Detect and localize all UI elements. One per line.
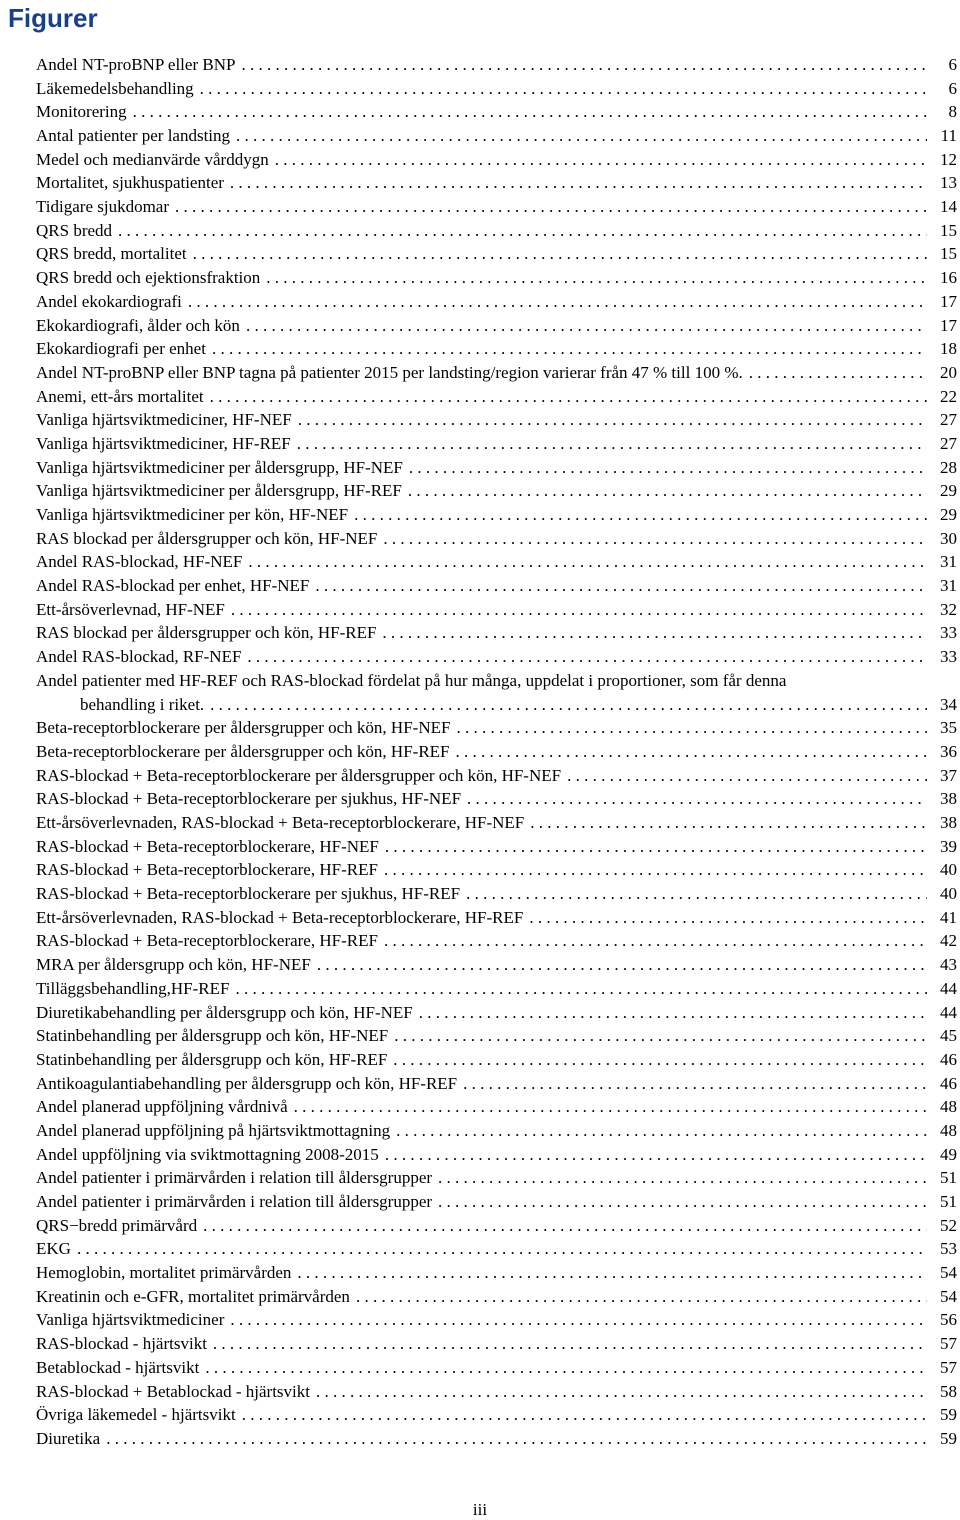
dot-leader xyxy=(241,53,927,77)
toc-entry[interactable] xyxy=(36,1095,957,1119)
toc-entry-title: Andel NT-proBNP eller BNP tagna på patienter 2015 per landsting/region varierar från 47 % till 100 %. xyxy=(36,362,743,382)
toc-entry-title: RAS blockad per åldersgrupper och kön, HF-REF xyxy=(36,623,377,643)
toc-entry[interactable] xyxy=(36,1285,957,1309)
toc-entry[interactable] xyxy=(36,598,957,622)
toc-entry-title: QRS−bredd primärvård xyxy=(36,1215,198,1235)
toc-entry[interactable] xyxy=(36,1332,957,1356)
toc-entry-page: 22 xyxy=(940,386,957,406)
dot-leader xyxy=(200,77,927,101)
toc-entry-title: RAS-blockad + Beta-receptorblockerare, HF-REF xyxy=(36,931,378,951)
dot-leader xyxy=(393,1048,927,1072)
toc-entry-title: Betablockad - hjärtsvikt xyxy=(36,1357,200,1377)
toc-entry-page: 36 xyxy=(940,741,957,761)
dot-leader xyxy=(383,527,927,551)
toc-entry-page: 40 xyxy=(940,884,957,904)
dot-leader xyxy=(118,219,927,243)
toc-entry-title: Ett-årsöverlevnaden, RAS-blockad + Beta-receptorblockerare, HF-NEF xyxy=(36,813,525,833)
toc-entry-title: Antikoagulantiabehandling per åldersgrupp och kön, HF-REF xyxy=(36,1073,458,1093)
toc-entry-page: 12 xyxy=(940,149,957,169)
dot-leader xyxy=(467,787,927,811)
toc-entry-title-line1: Andel patienter med HF-REF och RAS-blockad fördelat på hur många, uppdelat i proportioner, som får denna xyxy=(36,670,787,690)
toc-entry[interactable] xyxy=(36,100,957,124)
toc-entry[interactable] xyxy=(36,787,957,811)
toc-entry-page: 17 xyxy=(940,291,957,311)
toc-entry-page: 15 xyxy=(940,244,957,264)
toc-entry-page: 44 xyxy=(940,1002,957,1022)
toc-group-2 xyxy=(36,716,957,1450)
toc-entry-page: 53 xyxy=(940,1239,957,1259)
toc-entry-title: RAS blockad per åldersgrupper och kön, HF-NEF xyxy=(36,528,378,548)
dot-leader xyxy=(408,479,927,503)
toc-entry[interactable] xyxy=(36,266,957,290)
dot-leader xyxy=(394,1024,927,1048)
toc-entry[interactable] xyxy=(36,1048,957,1072)
toc-entry-title: RAS-blockad - hjärtsvikt xyxy=(36,1334,207,1354)
toc-entry-page: 48 xyxy=(940,1120,957,1140)
toc-entry-title: QRS bredd, mortalitet xyxy=(36,244,187,264)
dot-leader xyxy=(463,1072,927,1096)
dot-leader xyxy=(382,621,927,645)
dot-leader xyxy=(188,290,927,314)
toc-entry[interactable] xyxy=(36,1380,957,1404)
toc-entry[interactable] xyxy=(36,1119,957,1143)
toc-entry-title: RAS-blockad + Beta-receptorblockerare per sjukhus, HF-NEF xyxy=(36,789,462,809)
toc-entry-page: 51 xyxy=(940,1192,957,1212)
dot-leader xyxy=(205,1356,927,1380)
toc-entry-page: 59 xyxy=(940,1405,957,1425)
toc-entry[interactable] xyxy=(36,314,957,338)
toc-entry-page: 20 xyxy=(940,362,957,382)
toc-entry[interactable] xyxy=(36,1237,957,1261)
toc-entry[interactable] xyxy=(36,527,957,551)
dot-leader xyxy=(210,385,927,409)
dot-leader xyxy=(231,598,927,622)
toc-entry[interactable] xyxy=(36,503,957,527)
toc-entry-page: 59 xyxy=(940,1428,957,1448)
toc-entry-title: Anemi, ett-års mortalitet xyxy=(36,386,204,406)
toc-entry-page: 27 xyxy=(940,410,957,430)
dot-leader xyxy=(203,1214,927,1238)
toc-entry-title: Diuretika xyxy=(36,1428,101,1448)
toc-entry-title: Monitorering xyxy=(36,102,127,122)
toc-entry-page: 6 xyxy=(948,78,957,98)
dot-leader xyxy=(193,242,927,266)
dot-leader xyxy=(248,550,927,574)
toc-entry[interactable] xyxy=(36,645,957,669)
toc-entry[interactable] xyxy=(36,361,957,385)
toc-entry-page: 31 xyxy=(940,576,957,596)
page-number: iii xyxy=(472,1500,488,1519)
dot-leader xyxy=(247,645,927,669)
toc-entry[interactable] xyxy=(36,1308,957,1332)
dot-leader xyxy=(242,1403,927,1427)
toc-entry[interactable] xyxy=(36,1166,957,1190)
dot-leader xyxy=(529,906,927,930)
toc-entry[interactable] xyxy=(36,408,957,432)
toc-entry-page: 40 xyxy=(940,860,957,880)
toc-entry-title: EKG xyxy=(36,1239,71,1259)
toc-entry-page: 44 xyxy=(940,978,957,998)
toc-entry-page: 17 xyxy=(940,315,957,335)
toc-entry[interactable] xyxy=(36,195,957,219)
toc-entry-page: 46 xyxy=(940,1073,957,1093)
toc-entry-title: Kreatinin och e-GFR, mortalitet primärvården xyxy=(36,1286,350,1306)
toc-entry-title: Vanliga hjärtsviktmediciner, HF-REF xyxy=(36,433,291,453)
dot-leader xyxy=(236,124,927,148)
dot-leader xyxy=(419,1001,927,1025)
toc-entry-title: Statinbehandling per åldersgrupp och kön, HF-NEF xyxy=(36,1026,389,1046)
toc-entry[interactable] xyxy=(36,148,957,172)
toc-entry-page: 11 xyxy=(940,126,957,146)
toc-entry-title: Mortalitet, sjukhuspatienter xyxy=(36,173,224,193)
toc-entry[interactable] xyxy=(36,337,957,361)
toc-entry[interactable] xyxy=(36,764,957,788)
toc-entry-page: 14 xyxy=(940,197,957,217)
toc-entry[interactable] xyxy=(36,740,957,764)
toc-entry[interactable] xyxy=(36,811,957,835)
toc-entry-title: Andel RAS-blockad, RF-NEF xyxy=(36,647,242,667)
dot-leader xyxy=(466,882,927,906)
toc-entry[interactable] xyxy=(36,1403,957,1427)
toc-entry[interactable] xyxy=(36,1001,957,1025)
toc-entry-title: Övriga läkemedel - hjärtsvikt xyxy=(36,1405,236,1425)
dot-leader xyxy=(298,408,927,432)
dot-leader xyxy=(356,1285,927,1309)
toc-entry-title: QRS bredd och ejektionsfraktion xyxy=(36,268,261,288)
toc-entry[interactable] xyxy=(36,550,957,574)
toc-entry[interactable] xyxy=(36,1024,957,1048)
toc-entry-page: 45 xyxy=(940,1026,957,1046)
dot-leader xyxy=(396,1119,927,1143)
dot-leader xyxy=(384,929,927,953)
toc-entry[interactable] xyxy=(36,290,957,314)
dot-leader xyxy=(438,1190,927,1214)
toc-entry-page: 6 xyxy=(948,54,957,74)
toc-entry[interactable] xyxy=(36,1190,957,1214)
dot-leader xyxy=(246,314,927,338)
dot-leader xyxy=(567,764,927,788)
toc-entry-page: 29 xyxy=(940,505,957,525)
dot-leader xyxy=(77,1237,927,1261)
dot-leader xyxy=(230,171,927,195)
toc-entry-title: Vanliga hjärtsviktmediciner per åldersgrupp, HF-NEF xyxy=(36,457,403,477)
toc-entry-page: 41 xyxy=(940,907,957,927)
toc-entry-title: RAS-blockad + Beta-receptorblockerare per åldersgrupper och kön, HF-NEF xyxy=(36,765,562,785)
toc-entry-page: 31 xyxy=(940,552,957,572)
toc-entry[interactable] xyxy=(36,977,957,1001)
toc-entry-title: Läkemedelsbehandling xyxy=(36,78,194,98)
toc-entry[interactable] xyxy=(36,835,957,859)
toc-entry-title: RAS-blockad + Beta-receptorblockerare, HF-NEF xyxy=(36,836,379,856)
toc-entry[interactable] xyxy=(36,622,957,646)
toc-entry-title: Antal patienter per landsting xyxy=(36,126,231,146)
toc-entry-title: Beta-receptorblockerare per åldersgrupper och kön, HF-REF xyxy=(36,741,450,761)
toc-entry-page: 54 xyxy=(940,1286,957,1306)
toc-entry-title: Tilläggsbehandling,HF-REF xyxy=(36,978,230,998)
toc-entry-title-line2: behandling i riket. xyxy=(80,694,205,714)
toc-entry[interactable] xyxy=(36,432,957,456)
toc-entry-title: Beta-receptorblockerare per åldersgrupper och kön, HF-NEF xyxy=(36,718,451,738)
toc-entry-title: Andel patienter i primärvården i relation till åldersgrupper xyxy=(36,1168,433,1188)
toc-entry-page: 56 xyxy=(940,1310,957,1330)
toc-entry-title: MRA per åldersgrupp och kön, HF-NEF xyxy=(36,955,311,975)
toc-entry[interactable] xyxy=(36,53,957,77)
dot-leader xyxy=(530,811,927,835)
toc-group-1 xyxy=(36,53,957,669)
toc-entry[interactable] xyxy=(36,124,957,148)
toc-entry-title: Andel planerad uppföljning på hjärtsviktmottagning xyxy=(36,1120,391,1140)
toc-entry[interactable] xyxy=(36,479,957,503)
toc-entry-page: 8 xyxy=(948,102,957,122)
dot-leader xyxy=(354,503,927,527)
toc-entry[interactable] xyxy=(36,243,957,267)
toc-entry[interactable] xyxy=(36,858,957,882)
toc-entry-page: 32 xyxy=(940,599,957,619)
toc-entry-title: Vanliga hjärtsviktmediciner per åldersgrupp, HF-REF xyxy=(36,481,402,501)
toc-entry[interactable] xyxy=(36,882,957,906)
dot-leader xyxy=(385,835,927,859)
toc-entry-page: 18 xyxy=(940,339,957,359)
dot-leader xyxy=(315,574,927,598)
dot-leader xyxy=(106,1427,927,1451)
toc-entry-title: QRS bredd xyxy=(36,220,113,240)
dot-leader xyxy=(316,1380,927,1404)
page-title: Figurer xyxy=(8,3,98,33)
toc-entry-page: 48 xyxy=(940,1097,957,1117)
toc-entry-title: Andel ekokardiografi xyxy=(36,291,182,311)
toc-entry-page: 58 xyxy=(940,1381,957,1401)
toc-entry-title: Ekokardiografi per enhet xyxy=(36,339,206,359)
toc-entry-page: 52 xyxy=(940,1215,957,1235)
toc-entry[interactable] xyxy=(36,171,957,195)
toc-entry[interactable] xyxy=(36,385,957,409)
toc-entry[interactable] xyxy=(36,1356,957,1380)
dot-leader xyxy=(133,100,927,124)
toc-entry[interactable] xyxy=(36,1143,957,1167)
toc-entry-page: 28 xyxy=(940,457,957,477)
dot-leader xyxy=(275,148,927,172)
toc-entry[interactable] xyxy=(36,1214,957,1238)
toc-entry-title: Medel och medianvärde vårddygn xyxy=(36,149,269,169)
toc-entry[interactable] xyxy=(36,716,957,740)
toc-entry-page: 30 xyxy=(940,528,957,548)
toc-entry[interactable] xyxy=(36,219,957,243)
toc-entry-title: Andel RAS-blockad, HF-NEF xyxy=(36,552,243,572)
toc-entry-page: 39 xyxy=(940,836,957,856)
toc-entry-title: Ekokardiografi, ålder och kön xyxy=(36,315,240,335)
toc-entry[interactable] xyxy=(36,906,957,930)
dot-leader xyxy=(317,953,927,977)
toc-entry-page: 35 xyxy=(940,718,957,738)
toc-entry-title: Andel uppföljning via sviktmottagning 2008-2015 xyxy=(36,1144,379,1164)
dot-leader xyxy=(438,1166,927,1190)
toc-entry-page: 29 xyxy=(940,481,957,501)
toc-entry-title: Vanliga hjärtsviktmediciner xyxy=(36,1310,225,1330)
dot-leader xyxy=(294,1095,927,1119)
toc-entry-title: RAS-blockad + Beta-receptorblockerare, HF-REF xyxy=(36,860,378,880)
toc-entry-page: 38 xyxy=(940,813,957,833)
toc-entry-page: 38 xyxy=(940,789,957,809)
toc-entry-page: 33 xyxy=(940,647,957,667)
toc-entry-page: 37 xyxy=(940,765,957,785)
dot-leader xyxy=(749,361,927,385)
dot-leader xyxy=(210,693,927,717)
dot-leader xyxy=(456,716,927,740)
toc-entry-title: Statinbehandling per åldersgrupp och kön, HF-REF xyxy=(36,1049,388,1069)
toc-entry-title: Ett-årsöverlevnad, HF-NEF xyxy=(36,599,225,619)
toc-entry-title: Hemoglobin, mortalitet primärvården xyxy=(36,1263,292,1283)
toc-entry-title: Andel RAS-blockad per enhet, HF-NEF xyxy=(36,576,310,596)
toc-entry-page: 49 xyxy=(940,1144,957,1164)
toc-entry-page: 57 xyxy=(940,1334,957,1354)
toc-entry[interactable] xyxy=(36,1072,957,1096)
toc-entry-page: 13 xyxy=(940,173,957,193)
list-of-figures xyxy=(36,53,957,1451)
toc-entry-page: 15 xyxy=(940,220,957,240)
toc-entry[interactable] xyxy=(36,1261,957,1285)
dot-leader xyxy=(297,1261,927,1285)
toc-entry-title: Diuretikabehandling per åldersgrupp och kön, HF-NEF xyxy=(36,1002,413,1022)
toc-entry-page: 54 xyxy=(940,1263,957,1283)
toc-entry-title: Andel NT-proBNP eller BNP xyxy=(36,54,236,74)
toc-entry-title: Tidigare sjukdomar xyxy=(36,197,170,217)
toc-entry[interactable] xyxy=(36,1427,957,1451)
toc-entry-page: 51 xyxy=(940,1168,957,1188)
dot-leader xyxy=(235,977,927,1001)
dot-leader xyxy=(230,1308,927,1332)
toc-entry-wrapped[interactable] xyxy=(36,669,957,716)
toc-entry-page: 57 xyxy=(940,1357,957,1377)
toc-entry-title: Andel patienter i primärvården i relation till åldersgrupper xyxy=(36,1192,433,1212)
dot-leader xyxy=(384,858,927,882)
dot-leader xyxy=(266,266,927,290)
toc-entry-page: 34 xyxy=(940,694,957,714)
dot-leader xyxy=(456,740,927,764)
toc-entry-title: Vanliga hjärtsviktmediciner per kön, HF-NEF xyxy=(36,505,349,525)
toc-entry-page: 33 xyxy=(940,623,957,643)
dot-leader xyxy=(213,1332,927,1356)
toc-entry[interactable] xyxy=(36,456,957,480)
toc-entry-page: 16 xyxy=(940,268,957,288)
toc-entry-page: 27 xyxy=(940,433,957,453)
toc-entry[interactable] xyxy=(36,929,957,953)
dot-leader xyxy=(175,195,927,219)
dot-leader xyxy=(409,456,927,480)
dot-leader xyxy=(385,1143,927,1167)
toc-entry[interactable] xyxy=(36,953,957,977)
toc-entry-title: Vanliga hjärtsviktmediciner, HF-NEF xyxy=(36,410,292,430)
toc-entry[interactable] xyxy=(36,77,957,101)
toc-entry-title: Andel planerad uppföljning vårdnivå xyxy=(36,1097,288,1117)
toc-entry-title: RAS-blockad + Beta-receptorblockerare per sjukhus, HF-REF xyxy=(36,884,461,904)
toc-entry[interactable] xyxy=(36,574,957,598)
toc-entry-page: 46 xyxy=(940,1049,957,1069)
dot-leader xyxy=(297,432,927,456)
toc-entry-title: Ett-årsöverlevnaden, RAS-blockad + Beta-receptorblockerare, HF-REF xyxy=(36,907,524,927)
toc-entry-page: 43 xyxy=(940,955,957,975)
dot-leader xyxy=(212,337,927,361)
toc-entry-title: RAS-blockad + Betablockad - hjärtsvikt xyxy=(36,1381,310,1401)
toc-entry-page: 42 xyxy=(940,931,957,951)
